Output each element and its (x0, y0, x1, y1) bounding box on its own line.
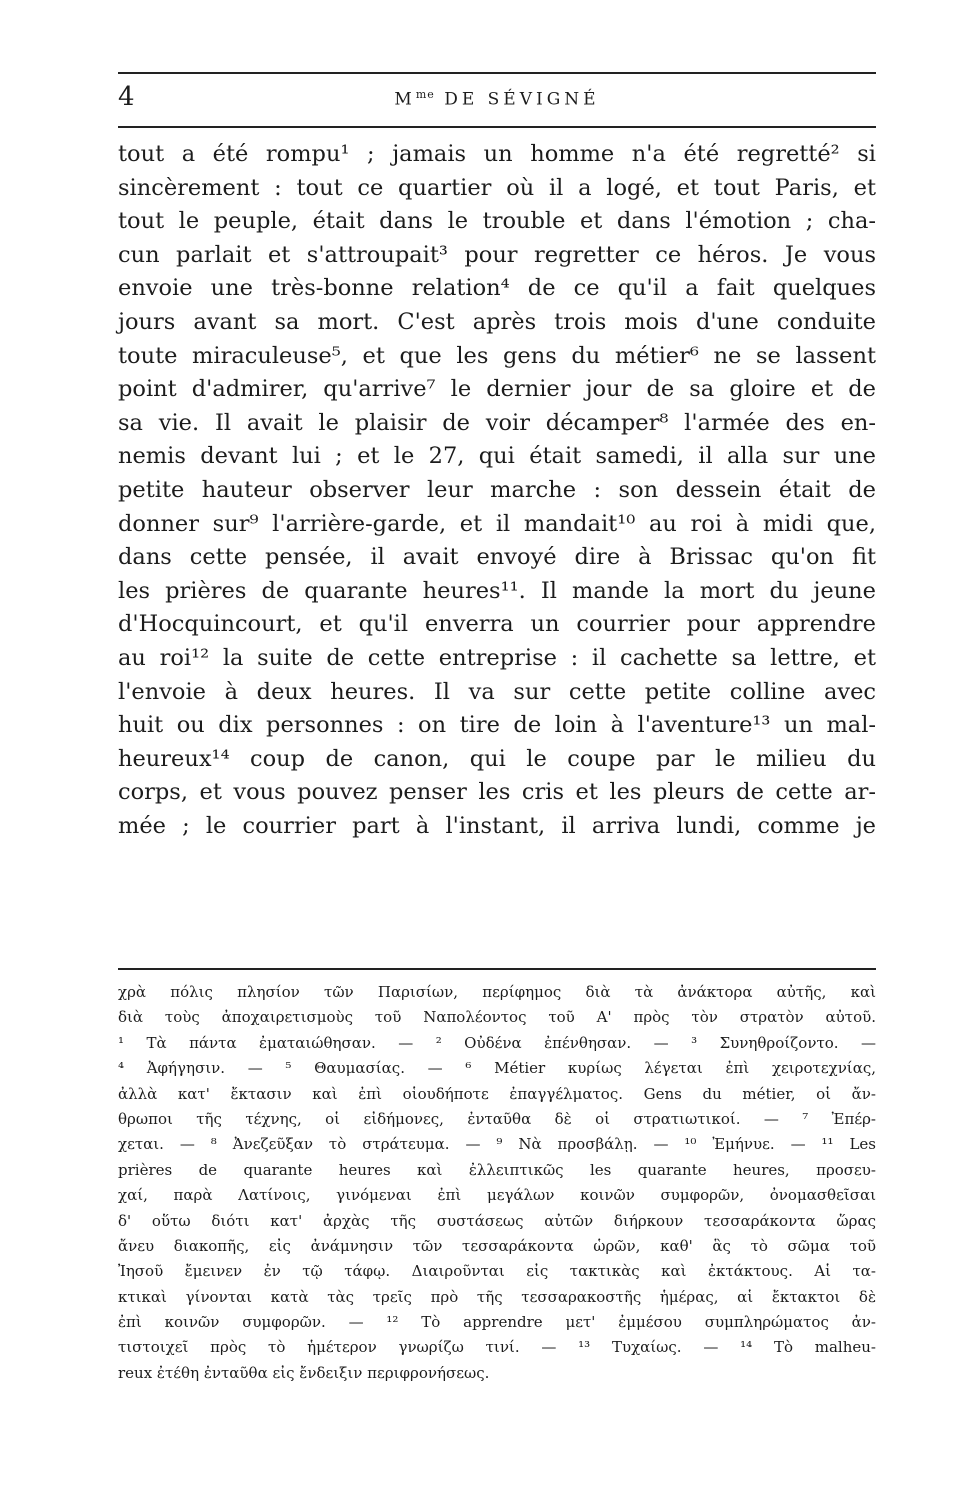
text-line: jours avant sa mort. C'est après trois mois d'une conduite (118, 308, 876, 335)
footnote-line: ἄνευ διακοπῆς, εἰς ἀνάμνησιν τῶν τεσσαράκοντα ὡρῶν, καθ' ἃς τὸ σῶμα τοῦ (118, 1236, 876, 1255)
footnote-line: κτικαὶ γίνονται κατὰ τὰς τρεῖς πρὸ τῆς τεσσαρακοστῆς ἡμέρας, αἱ ἔκτακτοι δὲ (118, 1287, 876, 1306)
top-rule (118, 72, 876, 74)
footnotes (118, 980, 876, 1386)
footnote-line: ¹ Τὰ πάντα ἐματαιώθησαν. — ² Οὐδένα ἐπένθησαν. — ³ Συνηθροίζοντο. — (118, 1033, 876, 1052)
text-line: d'Hocquincourt, et qu'il enverra un courrier pour apprendre (118, 611, 876, 638)
footnote-line: reux ἐτέθη ἐνταῦθα εἰς ἔνδειξιν περιφρονήσεως. (118, 1363, 490, 1382)
running-title-rest: DE SÉVIGNÉ (434, 89, 600, 110)
text-line: point d'admirer, qu'arrive⁷ le dernier jour de sa gloire et de (118, 376, 876, 403)
footnote-line: χεται. — ⁸ Ἀνεζεῦξαν τὸ στράτευμα. — ⁹ Νὰ προσβάλῃ. — ¹⁰ Ἐμήνυε. — ¹¹ Les (118, 1135, 876, 1154)
text-line: petite hauteur observer leur marche : son dessein était de (118, 476, 876, 503)
running-title (118, 88, 876, 110)
footnote-line: Ἰησοῦ ἔμεινεν ἐν τῷ τάφῳ. Διαιροῦνται εἰς τακτικὰς καὶ ἐκτάκτους. Αἱ τα- (118, 1262, 876, 1281)
text-line: cun parlait et s'attroupait³ pour regretter ce héros. Je vous (118, 241, 876, 268)
page-number: 4 (118, 82, 135, 112)
header-rule (118, 126, 876, 128)
footnote-line: χαί, παρὰ Λατίνοις, γινόμεναι ἐπὶ μεγάλων κοινῶν συμφορῶν, ὀνομασθεῖσαι (118, 1186, 876, 1205)
footnote-line: δ' οὕτω διότι κατ' ἀρχὰς τῆς συστάσεως αὐτῶν διήρκουν τεσσαράκοντα ὥρας (118, 1211, 876, 1230)
main-text (118, 138, 876, 843)
running-title-prefix: M (394, 89, 416, 110)
text-line: au roi¹² la suite de cette entreprise : il cachette sa lettre, et (118, 644, 876, 671)
text-line: les prières de quarante heures¹¹. Il mande la mort du jeune (118, 577, 876, 604)
footnote-line: ⁴ Ἀφήγησιν. — ⁵ Θαυμασίας. — ⁶ Métier κυρίως λέγεται ἐπὶ χειροτεχνίας, (118, 1059, 876, 1078)
footnote-line: prières de quarante heures καὶ ἐλλειπτικῶς les quarante heures, προσευ- (118, 1160, 876, 1179)
text-line: tout le peuple, était dans le trouble et dans l'émotion ; cha- (118, 208, 876, 235)
text-line: dans cette pensée, il avait envoyé dire à Brissac qu'on fit (118, 544, 876, 571)
footnote-line: χρὰ πόλις πλησίον τῶν Παρισίων, περίφημος διὰ τὰ ἀνάκτορα αὐτῆς, καὶ (118, 983, 876, 1001)
text-line: mée ; le courrier part à l'instant, il arriva lundi, comme je (118, 812, 876, 839)
text-line: envoie une très-bonne relation⁴ de ce qu'il a fait quelques (118, 275, 876, 302)
footnote-line: τιστοιχεῖ πρὸς τὸ ἡμέτερον γνωρίζω τινί. — ¹³ Τυχαίως. — ¹⁴ Τὸ malheu- (118, 1338, 876, 1357)
text-line: donner sur⁹ l'arrière-garde, et il mandait¹⁰ au roi à midi que, (118, 510, 876, 537)
footnote-line: ἐπὶ κοινῶν συμφορῶν. — ¹² Τὸ apprendre μετ' ἐμμέσου συμπληρώματος ἀν- (118, 1313, 876, 1332)
footnote-line: ἀλλὰ κατ' ἔκτασιν καὶ ἐπὶ οἱουδήποτε ἐπαγγέλματος. Gens du métier, οἱ ἄν- (118, 1084, 876, 1103)
text-line: heureux¹⁴ coup de canon, qui le coupe par le milieu du (118, 745, 876, 772)
footnote-line: θρωποι τῆς τέχνης, οἱ εἰδήμονες, ἐνταῦθα δὲ οἱ στρατιωτικοί. — ⁷ Ἐπέρ- (118, 1109, 876, 1128)
text-line: huit ou dix personnes : on tire de loin à l'aventure¹³ un mal- (118, 712, 876, 739)
text-line: corps, et vous pouvez penser les cris et les pleurs de cette ar- (118, 779, 876, 806)
running-title-sup: me (415, 88, 435, 101)
text-line: sa vie. Il avait le plaisir de voir décamper⁸ l'armée des en- (118, 409, 876, 436)
text-line: tout a été rompu¹ ; jamais un homme n'a été regretté² si (118, 141, 876, 167)
text-line: toute miraculeuse⁵, et que les gens du métier⁶ ne se lassent (118, 342, 876, 369)
text-line: sincèrement : tout ce quartier où il a logé, et tout Paris, et (118, 174, 876, 201)
text-line: l'envoie à deux heures. Il va sur cette petite colline avec (118, 678, 876, 705)
text-line: nemis devant lui ; et le 27, qui était samedi, il alla sur une (118, 443, 876, 470)
footnote-rule (118, 968, 876, 970)
page-header (118, 82, 876, 116)
footnote-line: διὰ τοὺς ἀποχαιρετισμοὺς τοῦ Ναπολέοντος τοῦ Α' πρὸς τὸν στρατὸν αὐτοῦ. (118, 1008, 876, 1027)
